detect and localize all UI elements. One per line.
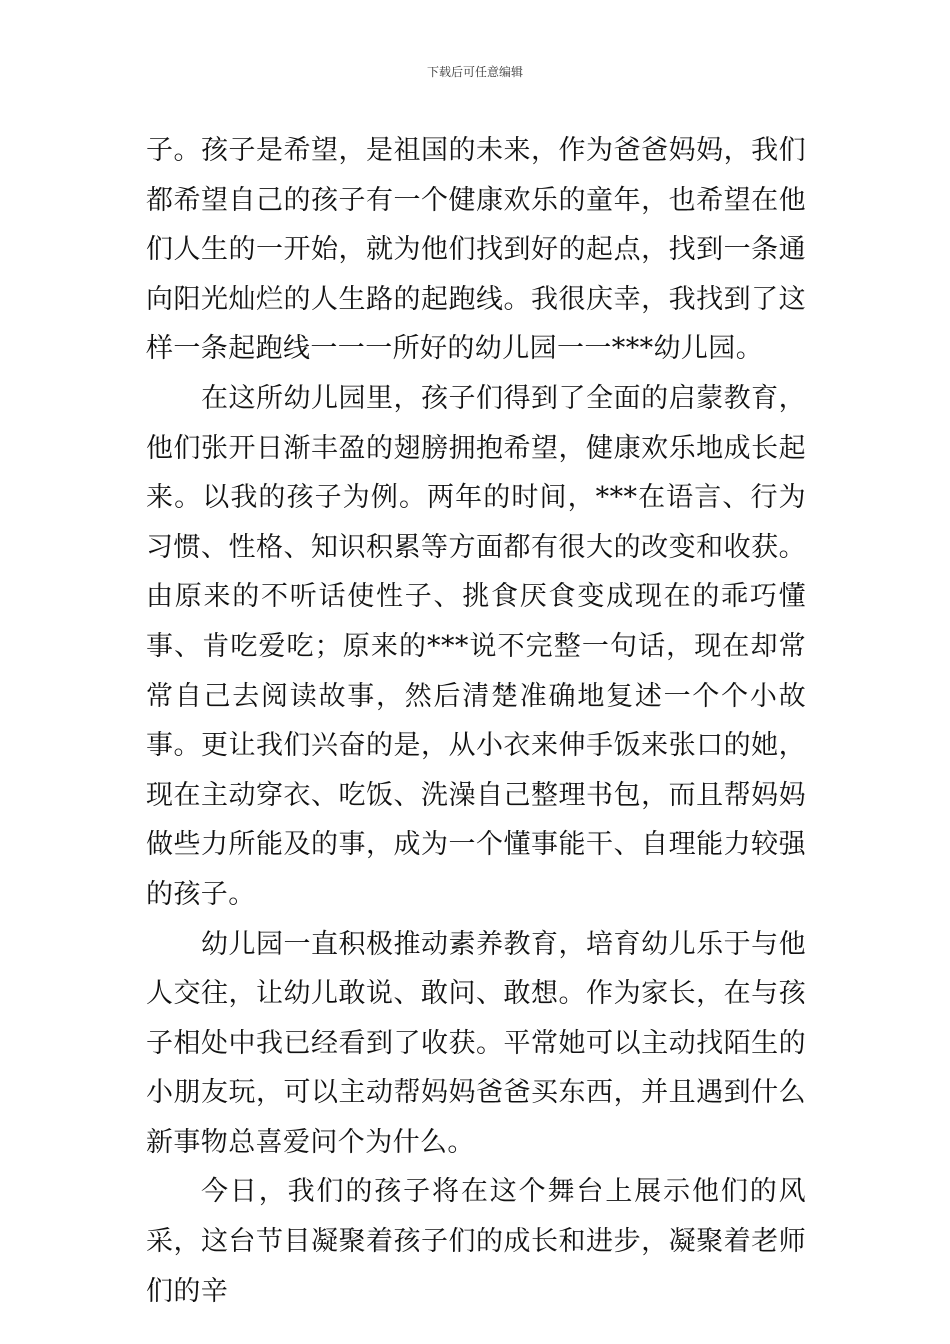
paragraph-1: 子。孩子是希望，是祖国的未来，作为爸爸妈妈，我们都希望自己的孩子有一个健康欢乐的童年，也希望在他们人生的一开始，就为他们找到好的起点，找到一条通向阳光灿烂的人生路的起跑线。我很庆幸，我找到了这样一条起跑线一一一所好的幼儿园一一***幼儿园。 xyxy=(146,135,806,365)
paragraph-3: 幼儿园一直积极推动素养教育，培育幼儿乐于与他人交往，让幼儿敢说、敢问、敢想。作为家长，在与孩子相处中我已经看到了收获。平常她可以主动找陌生的小朋友玩，可以主动帮妈妈爸爸买东西，并且遇到什么新事物总喜爱问个为什么。 xyxy=(146,928,806,1158)
paragraph-2: 在这所幼儿园里，孩子们得到了全面的启蒙教育，他们张开日渐丰盈的翅膀拥抱希望，健康欢乐地成长起来。以我的孩子为例。两年的时间，***在语言、行为习惯、性格、知识积累等方面都有很大的改变和收获。由原来的不听话使性子、挑食厌食变成现在的乖巧懂事、肯吃爱吃；原来的***说不完整一句话，现在却常常自己去阅读故事，然后清楚准确地复述一个个小故事。更让我们兴奋的是，从小衣来伸手饭来张口的她，现在主动穿衣、吃饭、洗澡自己整理书包，而且帮妈妈做些力所能及的事，成为一个懂事能干、自理能力较强的孩子。 xyxy=(146,382,806,910)
page-header-note: 下载后可任意编辑 xyxy=(426,65,523,79)
document-body xyxy=(146,126,806,1316)
paragraph-4: 今日，我们的孩子将在这个舞台上展示他们的风采，这台节目凝聚着孩子们的成长和进步，凝聚着老师们的辛 xyxy=(146,1176,806,1307)
